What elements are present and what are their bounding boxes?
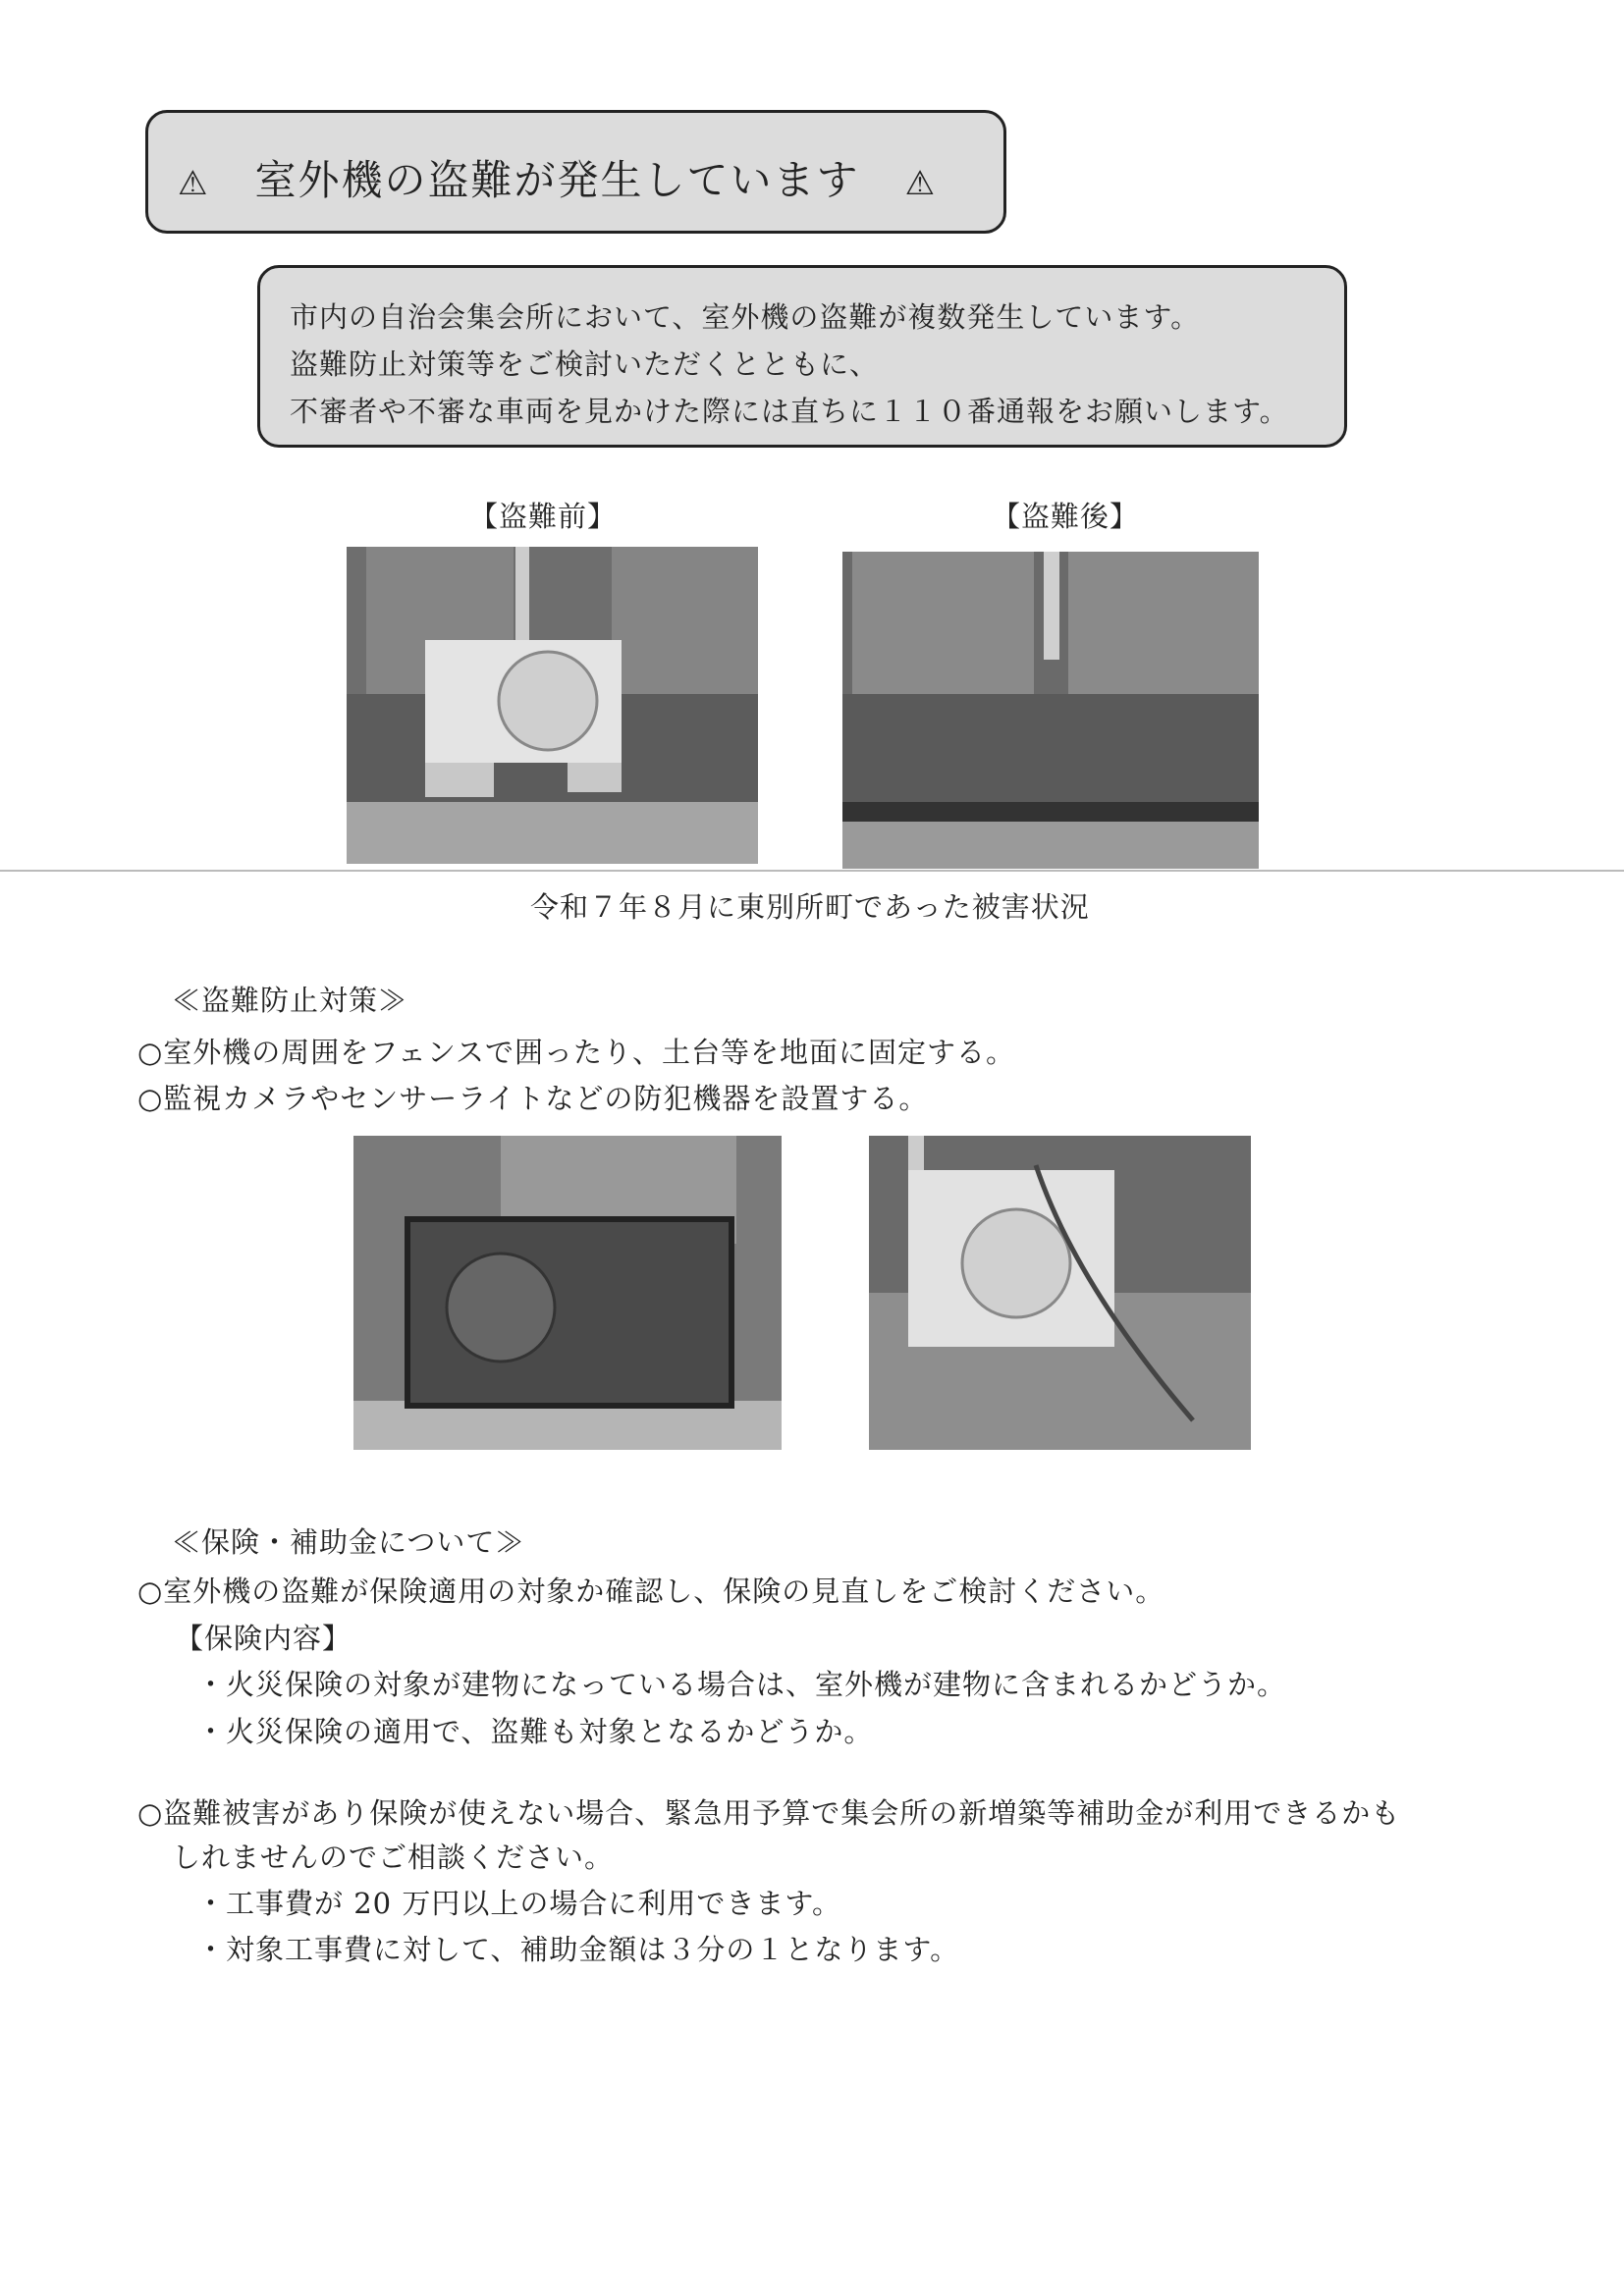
notice-line: 不審者や不審な車両を見かけた際には直ちに１１０番通報をお願いします。 xyxy=(290,395,1289,428)
after-label: 【盗難後】 xyxy=(992,500,1140,533)
photo-after-theft xyxy=(842,552,1259,869)
subsidy-item-cont: しれませんのでご相談ください。 xyxy=(172,1841,615,1874)
warning-icon: ⚠ xyxy=(178,164,210,203)
photo-chain-example xyxy=(869,1136,1251,1450)
notice-line: 盗難防止対策等をご検討いただくとともに、 xyxy=(290,347,880,381)
notice-box xyxy=(257,265,1347,448)
scan-line xyxy=(0,870,1624,872)
photo-before-theft xyxy=(347,547,758,864)
warning-icon: ⚠ xyxy=(904,164,938,203)
insurance-heading: ≪保険・補助金について≫ xyxy=(172,1525,525,1559)
notice-line: 市内の自治会集会所において、室外機の盗難が複数発生しています。 xyxy=(290,300,1201,334)
subsidy-item: ○盗難被害があり保険が使えない場合、緊急用予算で集会所の新増築等補助金が利用できるかも xyxy=(137,1796,1401,1830)
prevention-item: ○監視カメラやセンサーライトなどの防犯機器を設置する。 xyxy=(137,1082,929,1115)
photo-fence-example xyxy=(353,1136,782,1450)
insurance-item: ○室外機の盗難が保険適用の対象か確認し、保険の見直しをご検討ください。 xyxy=(137,1575,1165,1608)
insurance-subheading: 【保険内容】 xyxy=(175,1622,352,1655)
prevention-heading: ≪盗難防止対策≫ xyxy=(172,984,408,1017)
subsidy-bullet: ・対象工事費に対して、補助金額は３分の１となります。 xyxy=(196,1933,960,1966)
insurance-bullet: ・火災保険の適用で、盗難も対象となるかどうか。 xyxy=(196,1715,874,1748)
subsidy-bullet: ・工事費が 20 万円以上の場合に利用できます。 xyxy=(196,1887,842,1920)
prevention-item: ○室外機の周囲をフェンスで囲ったり、土台等を地面に固定する。 xyxy=(137,1036,1015,1069)
before-label: 【盗難前】 xyxy=(469,500,618,533)
title-box xyxy=(145,110,1006,234)
insurance-bullet: ・火災保険の対象が建物になっている場合は、室外機が建物に含まれるかどうか。 xyxy=(196,1668,1287,1701)
page-title: 室外機の盗難が発生しています xyxy=(254,156,860,204)
photo-caption: 令和７年８月に東別所町であった被害状況 xyxy=(530,890,1090,924)
